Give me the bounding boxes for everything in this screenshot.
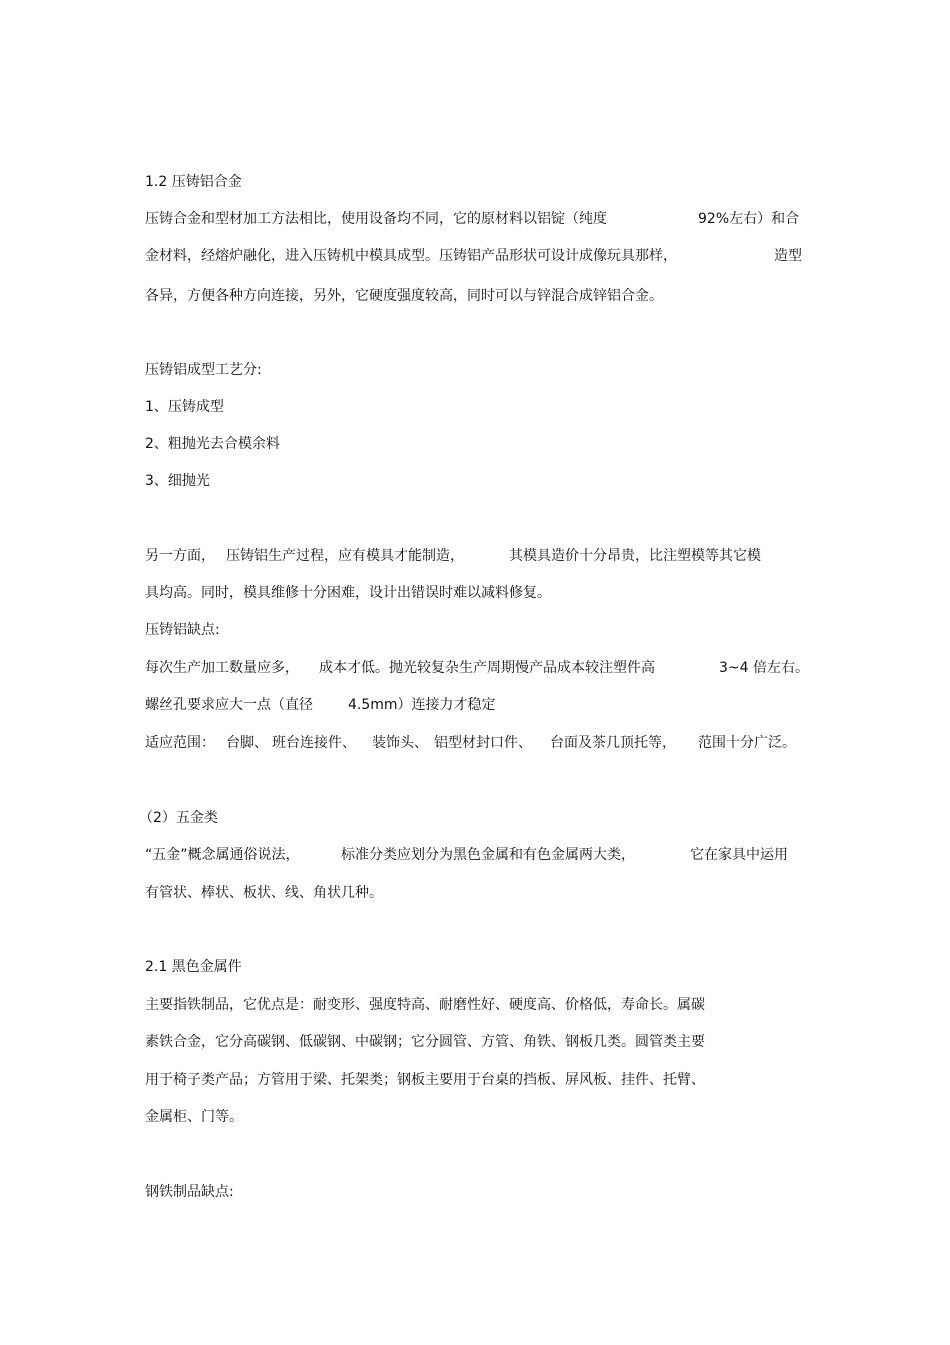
document-page: 1.2 压铸铝合金 压铸合金和型材加工方法相比，使用设备均不同，它的原材料以铝锭（纯度 92%左右）和合 金材料，经熔炉融化，进入压铸机中模具成型。压铸铝产品形状可设计成像玩具那样， 造型 各异，方便各种方向连接，另外，它硬度强度较高，同时可以与锌混合成锌铝合金。 压铸铝成型工艺分: 1、压铸成型 2、粗抛光去合模余料 3、细抛光 另一方面， 压铸铝生产过程，应有模具才能制造， 其模具造价十分昂贵，比注塑模等其它模 具均高。同时，模具维修十分困难，设计出错误时难以减料修复。 压铸铝缺点: 每次生产加工数量应多， 成本才低。抛光较复杂生产周期慢产品成本较注塑件高 3~4 倍左右。 螺丝孔要求应大一点（直径 4.5mm）连接力才稳定 适应范围： 台脚、 班台连接件、 装饰头、 铝型材封口件、 台面及茶几顶托等， 范围十分广泛。 （2）五金类 “五金”概念属通俗说法， 标准分类应划分为黑色金属和有色金属两大类， 它在家具中运用 有管状、棒状、板状、线、角状几种。 2.1 黑色金属件 主要指铁制品，它优点是：耐变形、强度特高、耐磨性好、硬度高、价格低，寿命长。属碳 素铁合金，它分高碳钢、低碳钢、中碳钢；它分圆管、方管、角铁、钢板几类。圆管类主要 用于椅子类产品；方管用于梁、托架类；钢板主要用于台桌的挡板、屏风板、挂件、托臂、 金属柜、门等。 钢铁制品缺点: — [139, 174, 809, 1200]
